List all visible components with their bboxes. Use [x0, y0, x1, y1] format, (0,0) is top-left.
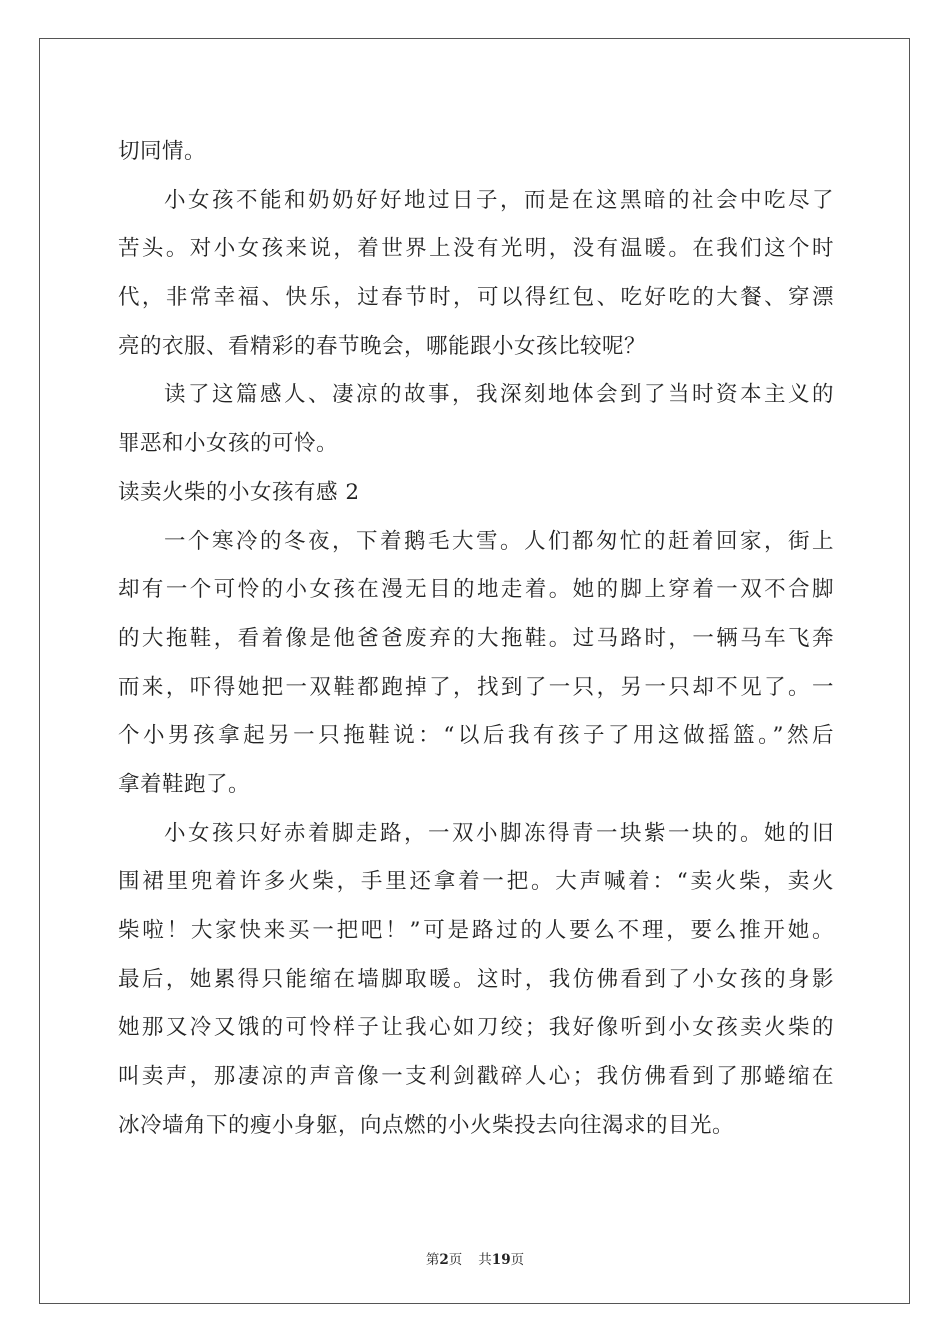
paragraph-line: 的大拖鞋，看着像是他爸爸废弃的大拖鞋。过马路时，一辆马车飞奔: [118, 625, 834, 651]
paragraph-line: 叫卖声，那凄凉的声音像一支利剑戳碎人心；我仿佛看到了那蜷缩在: [118, 1064, 834, 1090]
section-heading: 读卖火柴的小女孩有感 2: [118, 479, 360, 505]
paragraph-line: 她那又冷又饿的可怜样子让我心如刀绞；我好像听到小女孩卖火柴的: [118, 1015, 834, 1041]
page-suffix: 页: [448, 1252, 463, 1268]
page-footer: [0, 1248, 950, 1268]
paragraph-line: 小女孩只好赤着脚走路，一双小脚冻得青一块紫一块的。她的旧: [164, 820, 834, 846]
paragraph-line: 冰冷墙角下的瘦小身躯，向点燃的小火柴投去向往渴求的目光。: [118, 1112, 735, 1138]
paragraph-line: 代，非常幸福、快乐，过春节时，可以得红包、吃好吃的大餐、穿漂: [118, 285, 834, 311]
paragraph-line: 罪恶和小女孩的可怜。: [118, 431, 339, 457]
paragraph-line: 个小男孩拿起另一只拖鞋说：“以后我有孩子了用这做摇篮。”然后: [118, 723, 834, 749]
paragraph-line: 读了这篇感人、凄凉的故事，我深刻地体会到了当时资本主义的: [164, 382, 834, 408]
paragraph-line: 切同情。: [118, 139, 207, 164]
total-suffix: 页: [510, 1252, 525, 1268]
paragraph-line: 却有一个可怜的小女孩在漫无目的地走着。她的脚上穿着一双不合脚: [118, 577, 834, 603]
document-body: [118, 128, 834, 1150]
paragraph-line: 围裙里兜着许多火柴，手里还拿着一把。大声喊着：“卖火柴，卖火: [118, 869, 834, 895]
paragraph-line: 最后，她累得只能缩在墙脚取暖。这时，我仿佛看到了小女孩的身影: [118, 966, 834, 992]
paragraph-line: 小女孩不能和奶奶好好地过日子，而是在这黑暗的社会中吃尽了: [164, 187, 834, 213]
paragraph-line: 柴啦！大家快来买一把吧！”可是路过的人要么不理，要么推开她。: [118, 918, 834, 943]
page-number: 2: [439, 1252, 449, 1268]
page-prefix: 第: [425, 1252, 440, 1268]
total-prefix: 共: [478, 1252, 492, 1268]
paragraph-line: 苦头。对小女孩来说，着世界上没有光明，没有温暖。在我们这个时: [118, 236, 834, 262]
paragraph-line: 拿着鞋跑了。: [118, 771, 251, 797]
paragraph-line: 亮的衣服、看精彩的春节晚会，哪能跟小女孩比较呢？: [118, 333, 647, 359]
total-pages: 19: [491, 1252, 511, 1268]
paragraph-line: 而来，吓得她把一双鞋都跑掉了，找到了一只，另一只却不见了。一: [118, 674, 834, 700]
paragraph-line: 一个寒冷的冬夜，下着鹅毛大雪。人们都匆忙的赶着回家，街上: [164, 528, 834, 554]
